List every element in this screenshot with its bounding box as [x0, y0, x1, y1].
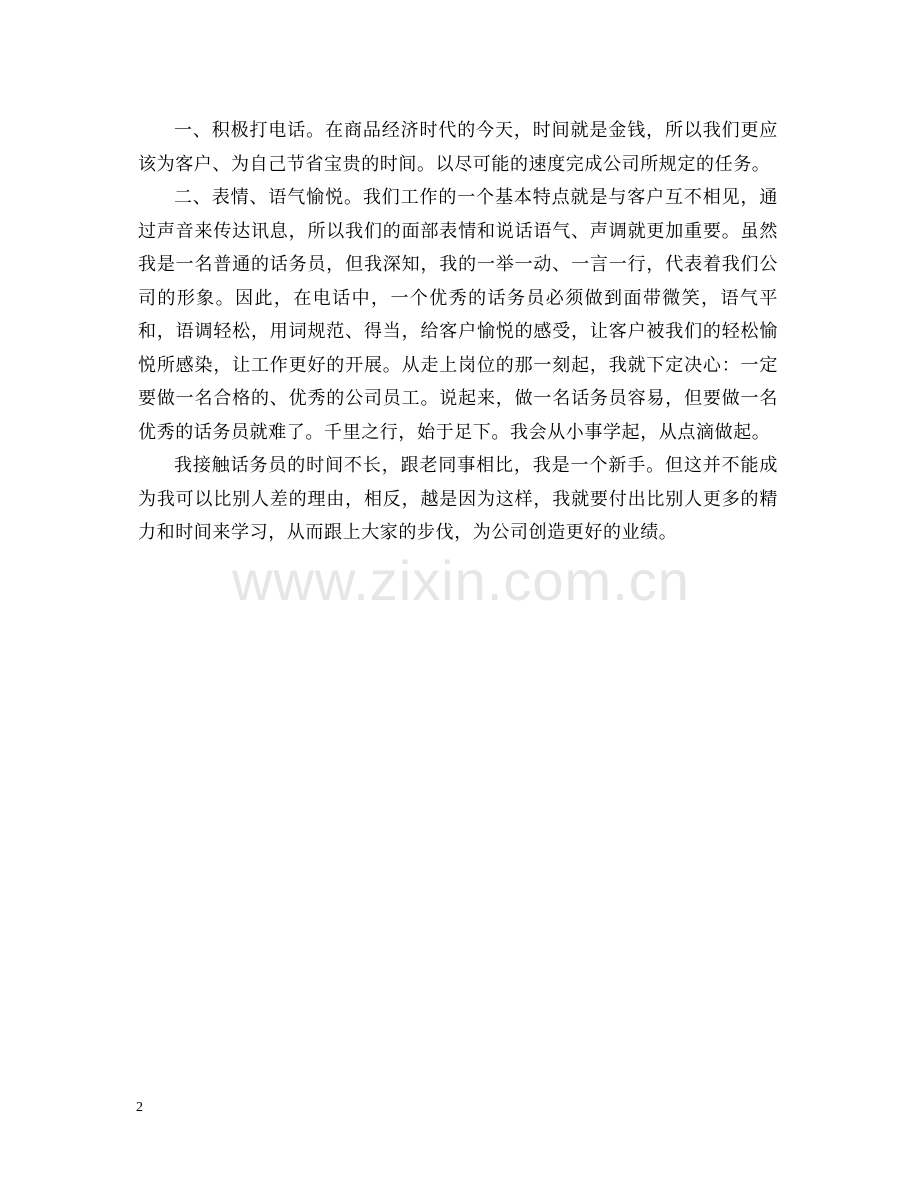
- document-body: [138, 114, 778, 550]
- paragraph-2: 二、表情、语气愉悦。我们工作的一个基本特点就是与客户互不相见，通过声音来传达讯息，所以我们的面部表情和说话语气、声调就更加重要。虽然我是一名普通的话务员，但我深知，我的一举一动、一言一行，代表着我们公司的形象。因此，在电话中，一个优秀的话务员必须做到面带微笑，语气平和，语调轻松，用词规范、得当，给客户愉悦的感受，让客户被我们的轻松愉悦所感染，让工作更好的开展。从走上岗位的那一刻起，我就下定决心：一定要做一名合格的、优秀的公司员工。说起来，做一名话务员容易，但要做一名优秀的话务员就难了。千里之行，始于足下。我会从小事学起，从点滴做起。: [138, 187, 778, 443]
- paragraph-1: 一、积极打电话。在商品经济时代的今天，时间就是金钱，所以我们更应该为客户、为自己节省宝贵的时间。以尽可能的速度完成公司所规定的任务。: [138, 120, 778, 175]
- page-number: 2: [136, 1100, 143, 1115]
- watermark: www.zixin.com.cn: [232, 549, 690, 612]
- paragraph-3: 我接触话务员的时间不长，跟老同事相比，我是一个新手。但这并不能成为我可以比别人差的理由，相反，越是因为这样，我就要付出比别人更多的精力和时间来学习，从而跟上大家的步伐，为公司创造更好的业绩。: [138, 455, 778, 543]
